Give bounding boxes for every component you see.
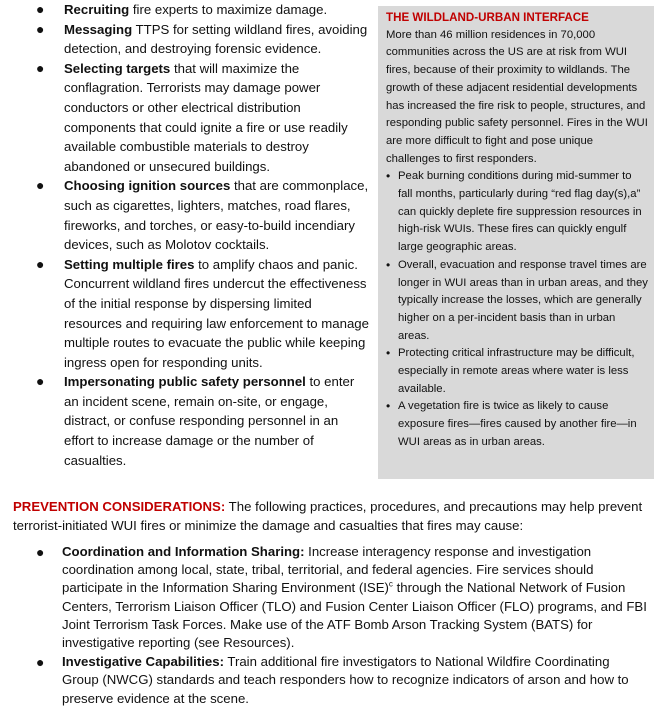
- bullet-icon: ●: [36, 177, 45, 194]
- sidebar-intro: More than 46 million residences in 70,000 communities across the US are at risk from WUI fires, because of their proximity to wildlands. The growth of these adjacent residential developments has increased the fire risk to people, structures, and responding public safety personnel. Fires in the WUI are more difficult to fight and pose unique challenges to first responders.: [386, 28, 648, 165]
- sidebar-title: THE WILDLAND-URBAN INTERFACE: [386, 11, 589, 24]
- left-column: [36, 0, 370, 470]
- list-item: [36, 176, 370, 254]
- bullet-text: Train additional fire investigators to National Wildfire Coordinating Group (NWCG) standards and teach responders how to recognize indicators of arson and how to preserve evidence at the scene.: [62, 654, 629, 706]
- bullet-icon: ●: [36, 59, 45, 76]
- bullet-text: that are commonplace, such as cigarettes, lighters, matches, road flares, fireworks, and torches, or easy-to-build incendiary devices, such as Molotov cocktails.: [64, 178, 369, 253]
- bullet-icon: •: [386, 399, 391, 414]
- list-item: [36, 59, 370, 177]
- bullet-heading: Investigative Capabilities:: [62, 654, 224, 670]
- sidebar-list-item: [386, 257, 648, 346]
- sidebar-item-text: Protecting critical infrastructure may be difficult, especially in remote areas where water is less available.: [398, 347, 635, 395]
- bullet-text: to enter an incident scene, remain on-site, or engage, distract, or confuse responding personnel in an effort to increase damage or the number of casualties.: [64, 374, 355, 468]
- list-item: [36, 543, 648, 652]
- bullet-heading: Impersonating public safety personnel: [64, 374, 306, 390]
- prevention-intro: [13, 497, 653, 536]
- bullet-icon: ●: [36, 544, 45, 560]
- sidebar-list-item: [386, 345, 648, 398]
- bullet-icon: •: [386, 169, 391, 184]
- bullet-heading: Selecting targets: [64, 60, 171, 76]
- list-item: [36, 372, 370, 470]
- bullet-icon: ●: [36, 654, 45, 671]
- prevention-text: The following practices, procedures, and precautions may help prevent terrorist-initiated WUI fires or minimize the damage and casualties that fires may cause:: [13, 499, 643, 534]
- bullet-icon: ●: [36, 373, 45, 390]
- bullet-heading: Coordination and Information Sharing:: [62, 544, 305, 559]
- bullet-heading: Recruiting: [64, 2, 130, 17]
- prevention-list: [36, 543, 648, 709]
- list-item: [36, 0, 370, 20]
- sidebar-item-text: A vegetation fire is twice as likely to cause exposure fires—fires caused by another fire—in WUI areas as in urban areas.: [398, 400, 637, 448]
- bullet-text: that will maximize the conflagration. Terrorists may damage power conductors or other electrical distribution components that could ignite a fire or use readily available combustible materials to destroy abandoned or unsecured buildings.: [64, 60, 348, 174]
- bullet-icon: •: [386, 257, 391, 272]
- sidebar-item-text: Peak burning conditions during mid-summer to fall months, particularly during “red flag day(s),a” can quickly deplete fire suppression resources in high-risk WUIs. These fires can quickly engulf large geographic areas.: [398, 170, 642, 254]
- bullet-text: Increase interagency response and investigation coordination among local, state, tribal, territorial, and federal agencies. Fire services should participate in the Information Sharing Environment (ISE): [62, 544, 594, 596]
- bullet-icon: ●: [36, 20, 45, 37]
- sidebar-list-item: [386, 168, 648, 257]
- bullet-text: through the National Network of Fusion Centers, Terrorism Liaison Officer (TLO) and Fusion Center Liaison Officer (FLO) programs, and FBI Joint Terrorism Task Forces. Make use of the ATF Bomb Arson Tracking System (BATS) for investigative reporting (see Resources).: [62, 580, 647, 651]
- bullet-icon: ●: [36, 255, 45, 272]
- sidebar-list-item: [386, 398, 648, 451]
- sidebar-item-text: Overall, evacuation and response travel times are longer in WUI areas than in urban areas, and they typically increase the losses, which are generally higher on a per-incident basis than in urban areas.: [398, 258, 648, 342]
- prevention-label: PREVENTION CONSIDERATIONS:: [13, 499, 226, 514]
- footnote-marker: c: [388, 580, 393, 590]
- bullet-heading: Messaging: [64, 21, 133, 37]
- list-item: [36, 255, 370, 373]
- bullet-heading: Choosing ignition sources: [64, 178, 231, 194]
- bullet-text: to amplify chaos and panic. Concurrent wildland fires undercut the effectiveness of the initial response by dispersing limited resources and requiring law enforcement to manage multiple routes to evacuate the public while keeping ingress open for responding units.: [64, 256, 369, 370]
- list-item: [36, 20, 370, 59]
- bullet-heading: Setting multiple fires: [64, 256, 195, 272]
- bullet-text: fire experts to maximize damage.: [129, 2, 328, 17]
- bullet-text: TTPS for setting wildland fires, avoiding detection, and destroying forensic evidence.: [64, 21, 368, 57]
- bullet-icon: •: [386, 346, 391, 361]
- list-item: [36, 653, 648, 708]
- wui-sidebar: [378, 6, 654, 479]
- bullet-icon: ●: [36, 1, 45, 17]
